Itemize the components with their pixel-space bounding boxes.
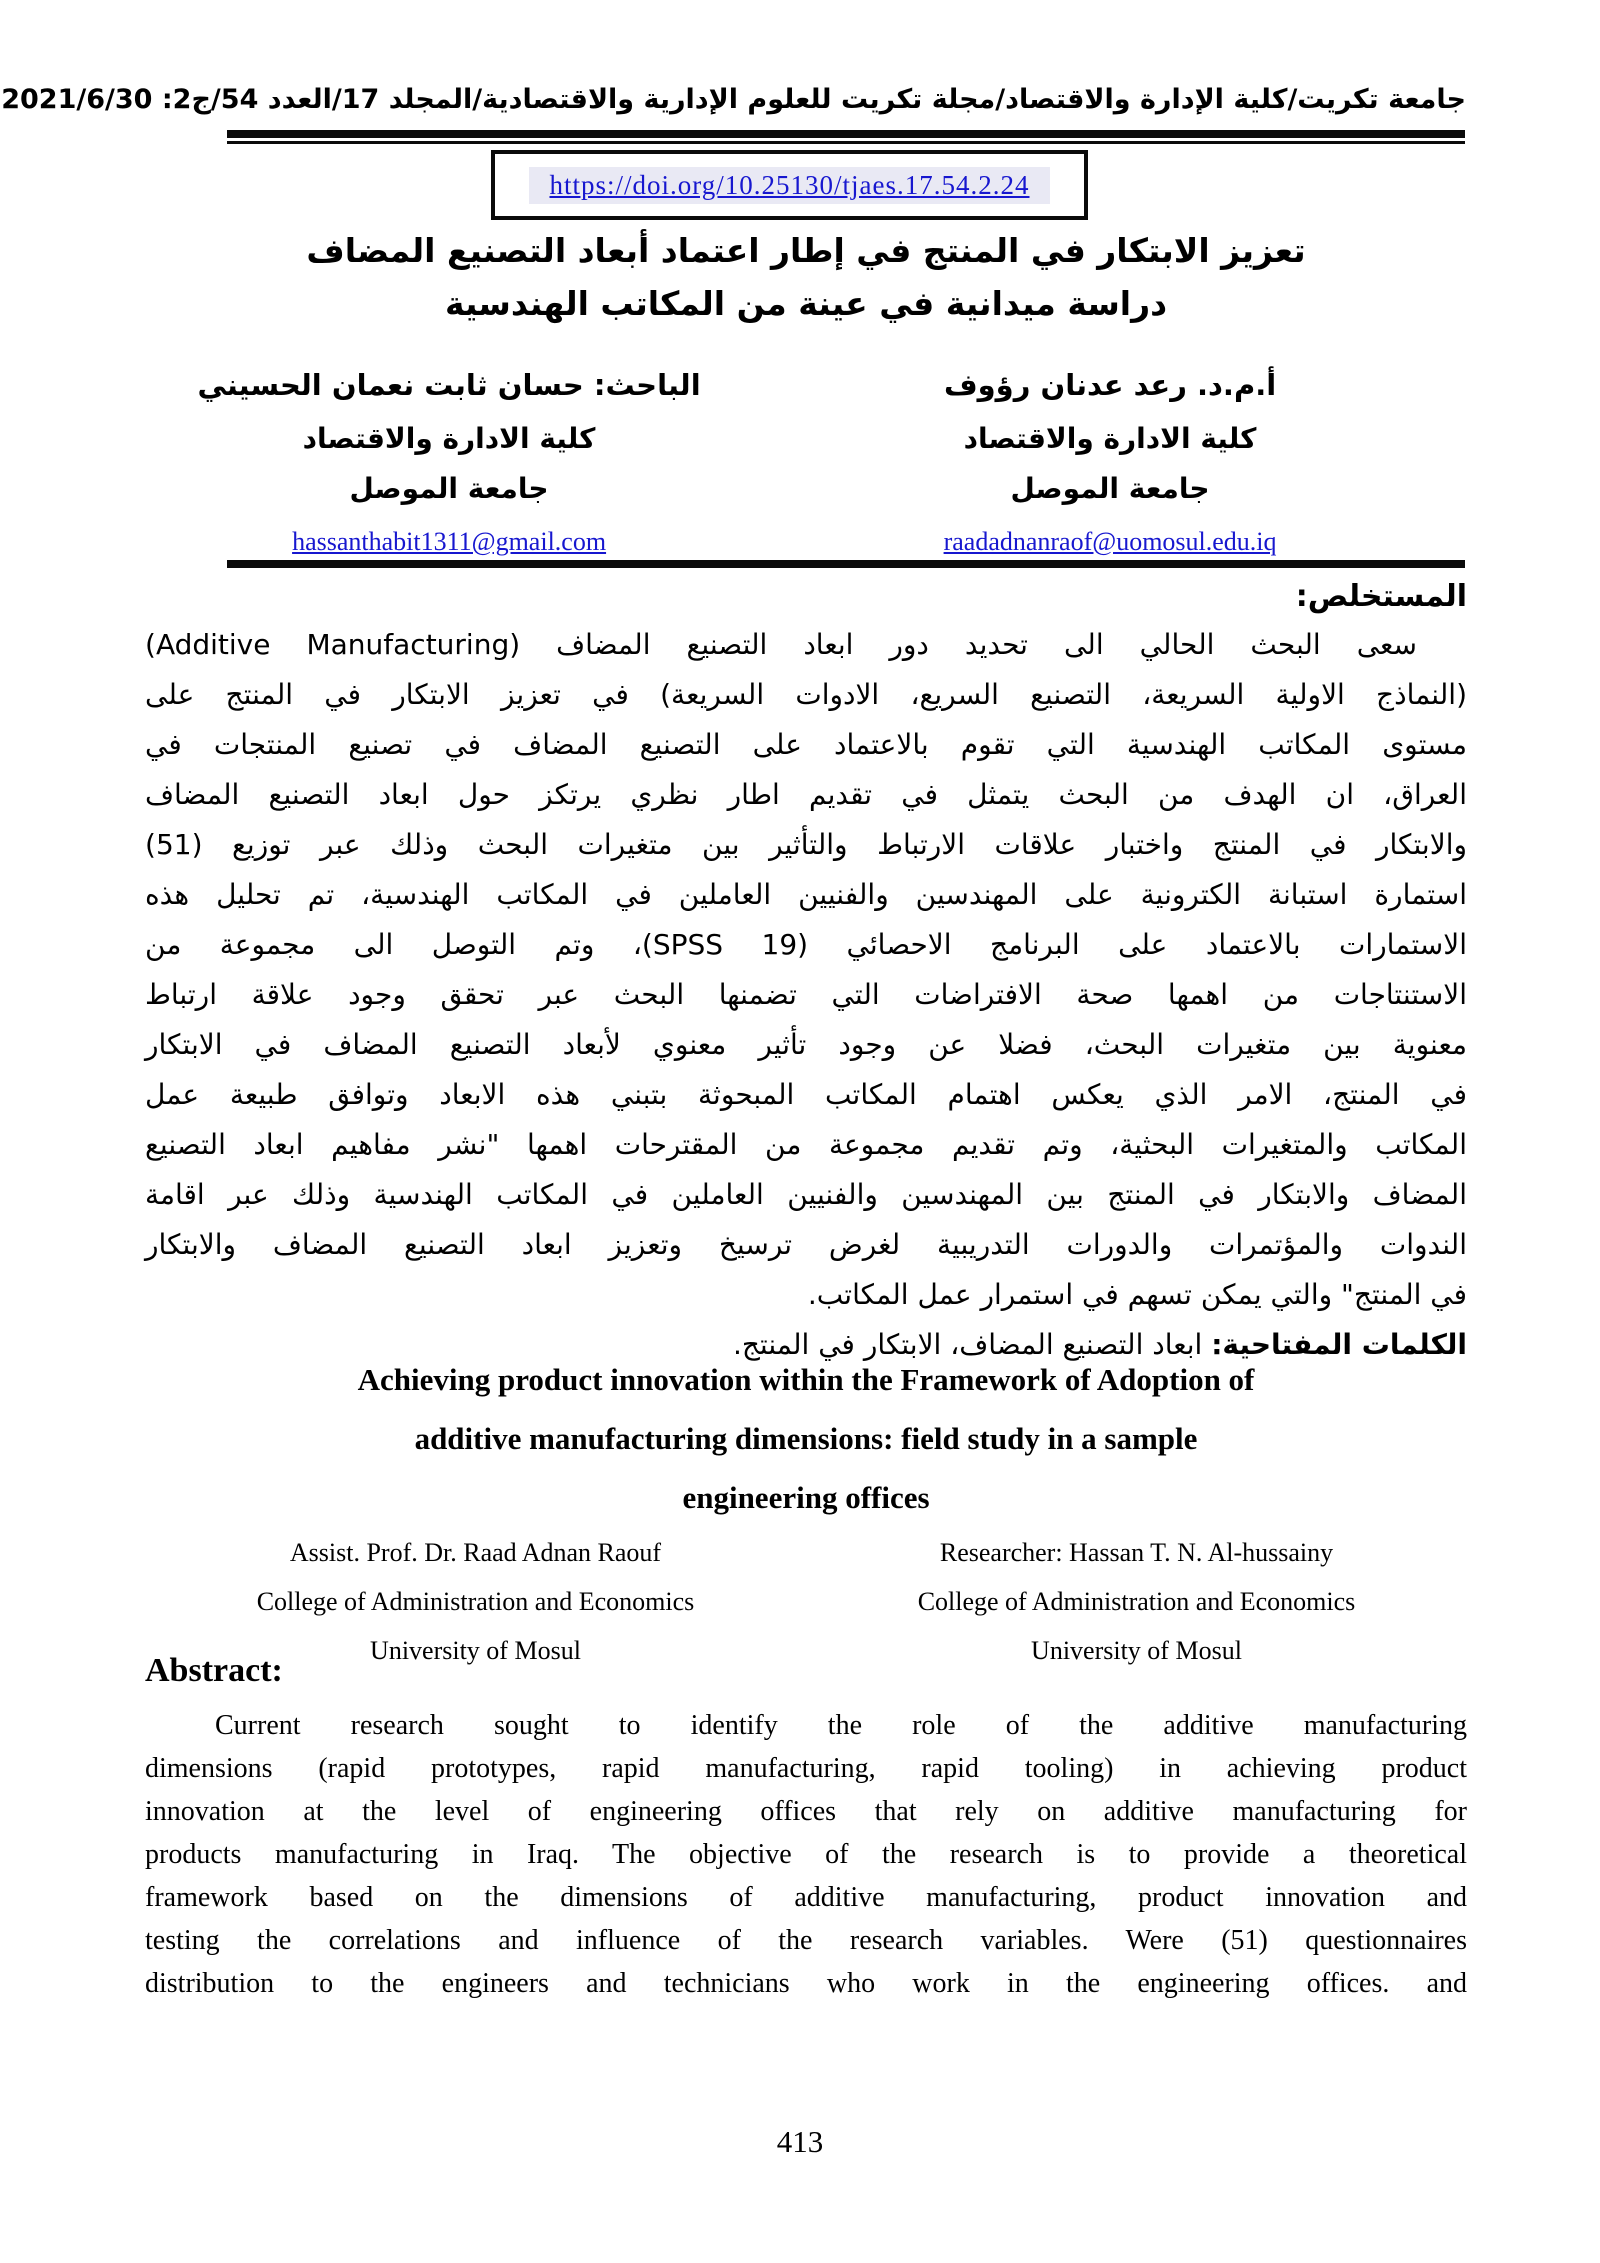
page-number: 413 xyxy=(776,2124,824,2159)
journal-header-line: جامعة تكريت/كلية الإدارة والاقتصاد/مجلة تكريت للعلوم الإدارية والاقتصادية/المجلد 17/العدد 54/ج2: 2021/6/30 xyxy=(1,84,1466,115)
author-name: Researcher: Hassan T. N. Al-hussainy xyxy=(939,1538,1334,1567)
abstract-arabic-line: والابتكار في المنتج واختبار علاقات الارتباط والتأثير بين متغيرات البحث وذلك عبر توزيع (51) xyxy=(145,828,1467,861)
abstract-arabic-line: الندوات والمؤتمرات والدورات التدريبية لغرض ترسيخ وتعزيز ابعاد التصنيع المضاف والابتكار xyxy=(145,1228,1467,1261)
author-name: أ.م.د. رعد عدنان رؤوف xyxy=(943,368,1277,402)
author-email-link[interactable]: raadadnanraof@uomosul.edu.iq xyxy=(943,527,1277,556)
article-title-arabic-line: دراسة ميدانية في عينة من المكاتب الهندسية xyxy=(444,284,1168,323)
header-double-rule xyxy=(227,130,1465,144)
abstract-arabic-body xyxy=(145,620,1467,1320)
article-title-arabic-line: تعزيز الابتكار في المنتج في إطار اعتماد أبعاد التصنيع المضاف xyxy=(306,231,1306,270)
author-name: الباحث: حسان ثابت نعمان الحسيني xyxy=(197,368,701,402)
authors-arabic-block xyxy=(145,356,1467,570)
abstract-arabic-line: مستوى المكاتب الهندسية التي تقوم بالاعتماد على التصنيع المضاف في تصنيع المنتجات في xyxy=(145,728,1467,761)
abstract-english-line: distribution to the engineers and technicians who work in the engineering offices. and xyxy=(145,1968,1467,1999)
author-university: University of Mosul xyxy=(370,1636,581,1665)
author-college: كلية الادارة والاقتصاد xyxy=(963,422,1257,455)
abstract-arabic-line: الاستنتاجات من اهمها صحة الافتراضات التي تضمنها البحث عبر تحقق وجود علاقة ارتباط xyxy=(145,978,1467,1011)
abstract-english-line: products manufacturing in Iraq. The objective of the research is to provide a theoretical xyxy=(145,1839,1467,1870)
abstract-arabic-line: المكاتب والمتغيرات البحثية، وتم تقديم مجموعة من المقترحات اهمها "نشر مفاهيم ابعاد التصنيع xyxy=(145,1128,1467,1161)
abstract-english-line: Current research sought to identify the role of the additive manufacturing xyxy=(215,1710,1467,1741)
abstract-arabic-line: المضاف والابتكار في المنتج بين المهندسين والفنيين العاملين في المكاتب الهندسية وذلك عبر اقامة xyxy=(145,1178,1467,1211)
article-title-arabic xyxy=(145,224,1467,330)
author-arabic-researcher xyxy=(145,356,753,570)
abstract-english-line: testing the correlations and influence of the research variables. Were (51) questionnaires xyxy=(145,1925,1467,1956)
abstract-arabic-line: الاستمارات بالاعتماد على البرنامج الاحصائي (SPSS 19)، وتم التوصل الى مجموعة من xyxy=(145,928,1467,961)
abstract-arabic-line: في المنتج، الامر الذي يعكس اهتمام المكاتب المبحوثة بتبني هذه الابعاد وتوافق طبيعة عمل xyxy=(145,1078,1467,1111)
author-college: College of Administration and Economics xyxy=(256,1587,695,1616)
author-college: كلية الادارة والاقتصاد xyxy=(302,422,596,455)
author-arabic-primary xyxy=(753,356,1467,570)
abstract-arabic-line: استمارة استبانة الكترونية على المهندسين والفنيين العاملين في المكاتب الهندسية، تم تحليل هذه xyxy=(145,878,1467,911)
keywords-text: ابعاد التصنيع المضاف، الابتكار في المنتج. xyxy=(732,1328,1212,1361)
abstract-english-heading: Abstract: xyxy=(145,1652,283,1689)
author-university: جامعة الموصل xyxy=(1010,472,1210,505)
abstract-arabic-heading: المستخلص: xyxy=(1295,579,1467,614)
keywords-label: الكلمات المفتاحية: xyxy=(1211,1328,1467,1361)
author-university: جامعة الموصل xyxy=(349,472,549,505)
abstract-arabic-line: (النماذج الاولية السريعة، التصنيع السريع، الادوات السريعة) في تعزيز الابتكار في المنتج على xyxy=(145,678,1467,711)
abstract-arabic-line: سعى البحث الحالي الى تحديد دور ابعاد التصنيع المضاف (Additive Manufacturing) xyxy=(145,628,1417,661)
doi-box xyxy=(491,150,1088,220)
abstract-english-line: framework based on the dimensions of additive manufacturing, product innovation and xyxy=(145,1882,1467,1913)
abstract-english-body xyxy=(145,1704,1467,2005)
abstract-english-line: innovation at the level of engineering offices that rely on additive manufacturing for xyxy=(145,1796,1467,1827)
article-title-english-line: additive manufacturing dimensions: field study in a sample xyxy=(414,1421,1198,1456)
abstract-arabic-line: العراق، ان الهدف من البحث يتمثل في تقديم اطار نظري يرتكز حول ابعاد التصنيع المضاف xyxy=(145,778,1467,811)
doi-link[interactable]: https://doi.org/10.25130/tjaes.17.54.2.24 xyxy=(529,167,1049,204)
abstract-arabic-section xyxy=(145,574,1467,1370)
author-university: University of Mosul xyxy=(1031,1636,1242,1665)
article-title-english-line: engineering offices xyxy=(682,1480,930,1515)
author-name: Assist. Prof. Dr. Raad Adnan Raouf xyxy=(289,1538,662,1567)
author-email-link[interactable]: hassanthabit1311@gmail.com xyxy=(292,527,607,556)
author-college: College of Administration and Economics xyxy=(917,1587,1356,1616)
abstract-arabic-line: في المنتج" والتي يمكن تسهم في استمرار عمل المكاتب. xyxy=(807,1278,1467,1311)
article-title-english-line: Achieving product innovation within the Framework of Adoption of xyxy=(357,1362,1255,1397)
section-rule xyxy=(227,560,1465,568)
article-title-english xyxy=(145,1350,1467,1527)
abstract-english-line: dimensions (rapid prototypes, rapid manufacturing, rapid tooling) in achieving product xyxy=(145,1753,1467,1784)
abstract-arabic-line: معنوية بين متغيرات البحث، فضلا عن وجود تأثير معنوي لأبعاد التصنيع المضاف في الابتكار xyxy=(145,1028,1467,1061)
